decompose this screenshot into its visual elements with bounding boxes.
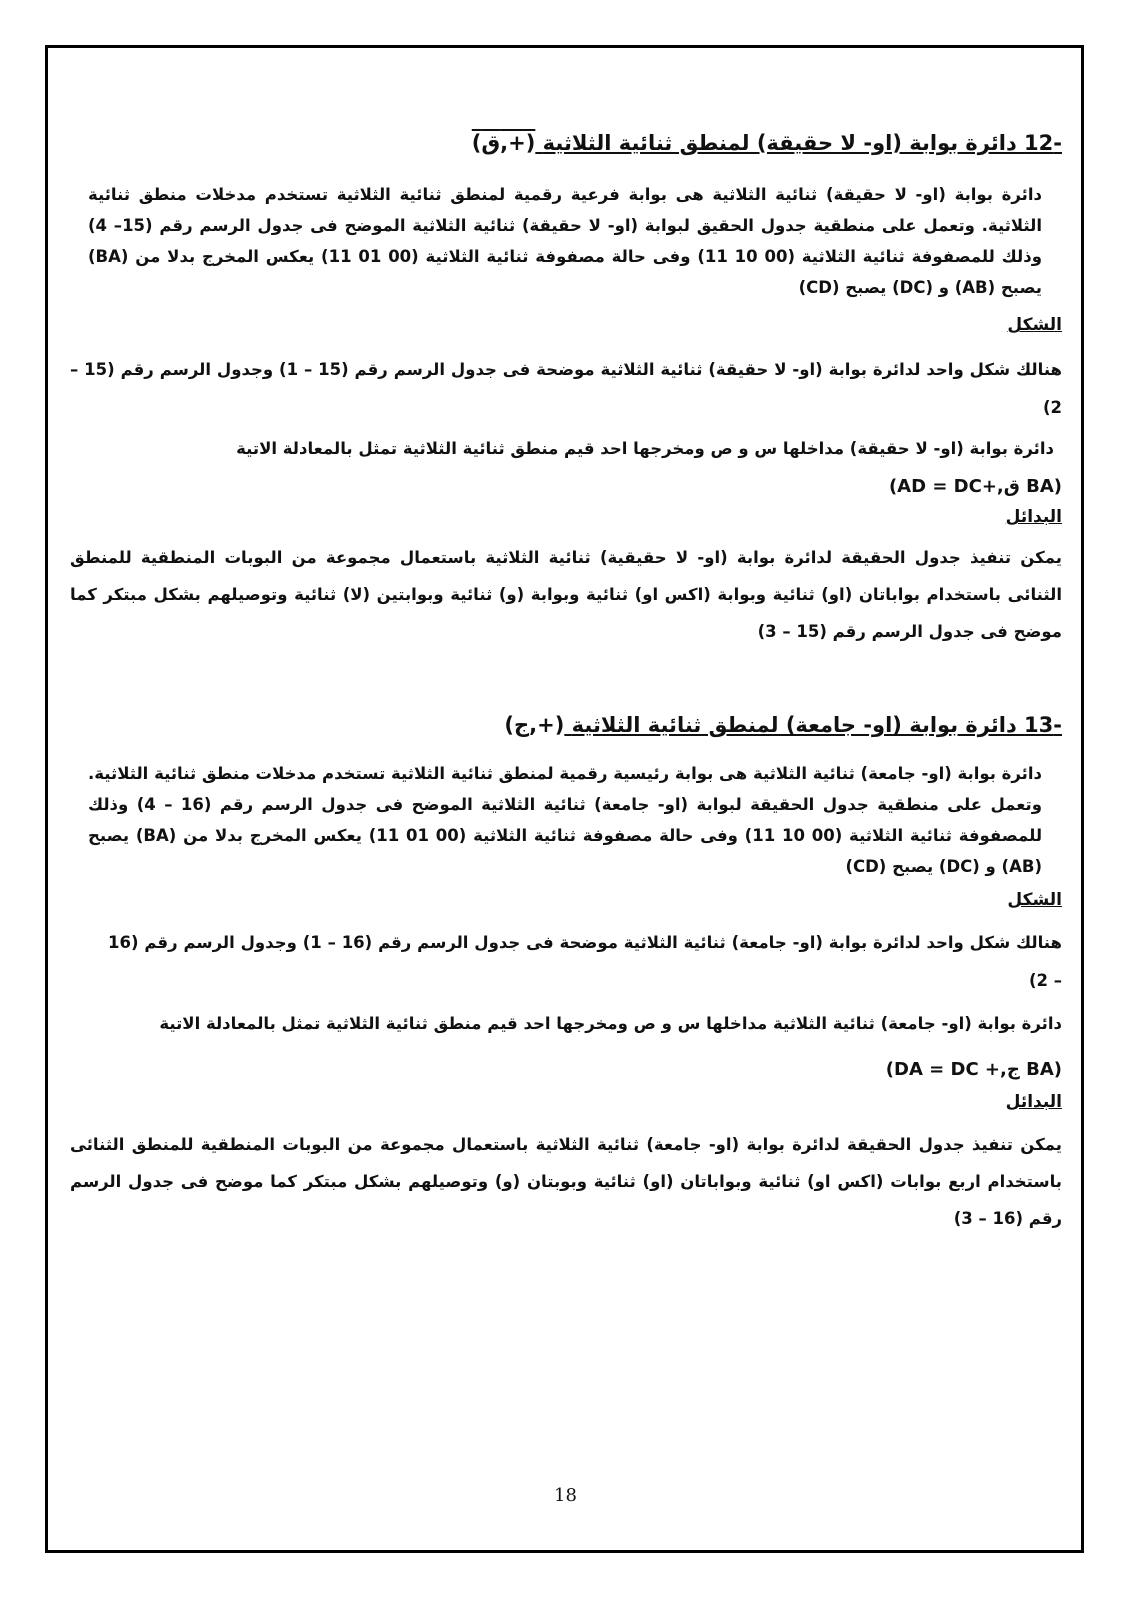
section-13-equation-text: دائرة بوابة (او- جامعة) ثنائية الثلاثية مداخلها س و ص ومخرجها احد قيم منطق ثنائية الثلاثية تمثل بالمعادلة الاتية: [159, 1013, 1062, 1033]
section-12-intro: دائرة بوابة (او- لا حقيقة) ثنائية الثلاثية هى بوابة فرعية رقمية لمنطق ثنائية الثلاثية تستخدم مدخلات منطق ثنائية الثلاثية. وتعمل على منطقية جدول الحقيق لبوابة (او- لا حقيقة) ثنائية الثلاثية الموضح فى جدول الرسم رقم (15– 4) وذلك للمصفوفة ثنائية الثلاثية (00 10 11) وفى حالة مصفوفة ثنائية الثلاثية (00 01 11) يعكس المخرج بدلا من (BA) يصبح (AB) و (DC) يصبح (CD): [88, 185, 1042, 298]
document-page: [70, 120, 1062, 1237]
section-12-heading: [70, 130, 1062, 157]
section-13-alternatives-title: البدائل: [1005, 1091, 1062, 1112]
section-12-equation-text: دائرة بوابة (او- لا حقيقة) مداخلها س و ص ومخرجها احد قيم منطق ثنائية الثلاثية تمثل بالمعادلة الاتية: [236, 439, 1054, 459]
section-12-heading-symbol: (ق,+): [471, 131, 536, 155]
section-12-shape-text: هنالك شكل واحد لدائرة بوابة (او- لا حقيقة) ثنائية الثلاثية موضحة فى جدول الرسم رقم (15 – 1) وجدول الرسم رقم (15 – 2): [70, 360, 1062, 418]
section-12-alternatives-text: يمكن تنفيذ جدول الحقيقة لدائرة بوابة (او- لا حقيقية) ثنائية الثلاثية باستعمال مجموعة من البوبات المنطقية للمنطق الثنائى باستخدام بواباتان (او) ثنائية وبوابة (اكس او) ثنائية وبوابة (و) ثنائية وبوابتين (لا) ثنائية وتوصيلهم بشكل مبتكر كما موضح فى جدول الرسم رقم (15 – 3): [70, 548, 1062, 642]
section-13-heading-symbol: (ج,+): [504, 713, 565, 738]
section-12-equation: (AD = DC+,ق BA): [888, 476, 1062, 498]
section-12-shape-title: الشكل: [1007, 315, 1062, 336]
section-13-equation: (DA = DC +,ج BA): [885, 1058, 1062, 1080]
page-number: 18: [554, 1485, 577, 1506]
section-12-heading-text: -12 دائرة بوابة (او- لا حقيقة) لمنطق ثنائية الثلاثية: [542, 131, 1062, 155]
section-13-heading: [70, 712, 1062, 739]
section-12-alternatives-title: البدائل: [1005, 507, 1062, 528]
section-13-heading-text: -13 دائرة بوابة (او- جامعة) لمنطق ثنائية الثلاثية: [571, 713, 1062, 738]
section-13-alternatives-text: يمكن تنفيذ جدول الحقيقة لدائرة بوابة (او- جامعة) ثنائية الثلاثية باستعمال مجموعة من البوبات المنطقية للمنطق الثنائى باستخدام اربع بوابات (اكس او) ثنائية وبواباتان (او) ثنائية وبوبتان (و) وتوصيلهم بشكل مبتكر كما موضح فى جدول الرسم رقم (16 – 3): [70, 1134, 1062, 1228]
section-13-shape-title: الشكل: [1007, 889, 1062, 910]
section-13-shape-text: هنالك شكل واحد لدائرة بوابة (او- جامعة) ثنائية الثلاثية موضحة فى جدول الرسم رقم (16 – 1) وجدول الرسم رقم (16 – 2): [108, 932, 1062, 990]
section-13-intro: دائرة بوابة (او- جامعة) ثنائية الثلاثية هى بوابة رئيسية رقمية لمنطق ثنائية الثلاثية تستخدم مدخلات منطق ثنائية الثلاثية. وتعمل على منطقية جدول الحقيقة لبوابة (او- جامعة) ثنائية الثلاثية الموضح فى جدول الرسم رقم (16 – 4) وذلك للمصفوفة ثنائية الثلاثية (00 10 11) وفى حالة مصفوفة ثنائية الثلاثية (00 01 11) يعكس المخرج بدلا من (BA) يصبح (AB) و (DC) يصبح (CD): [88, 763, 1043, 876]
